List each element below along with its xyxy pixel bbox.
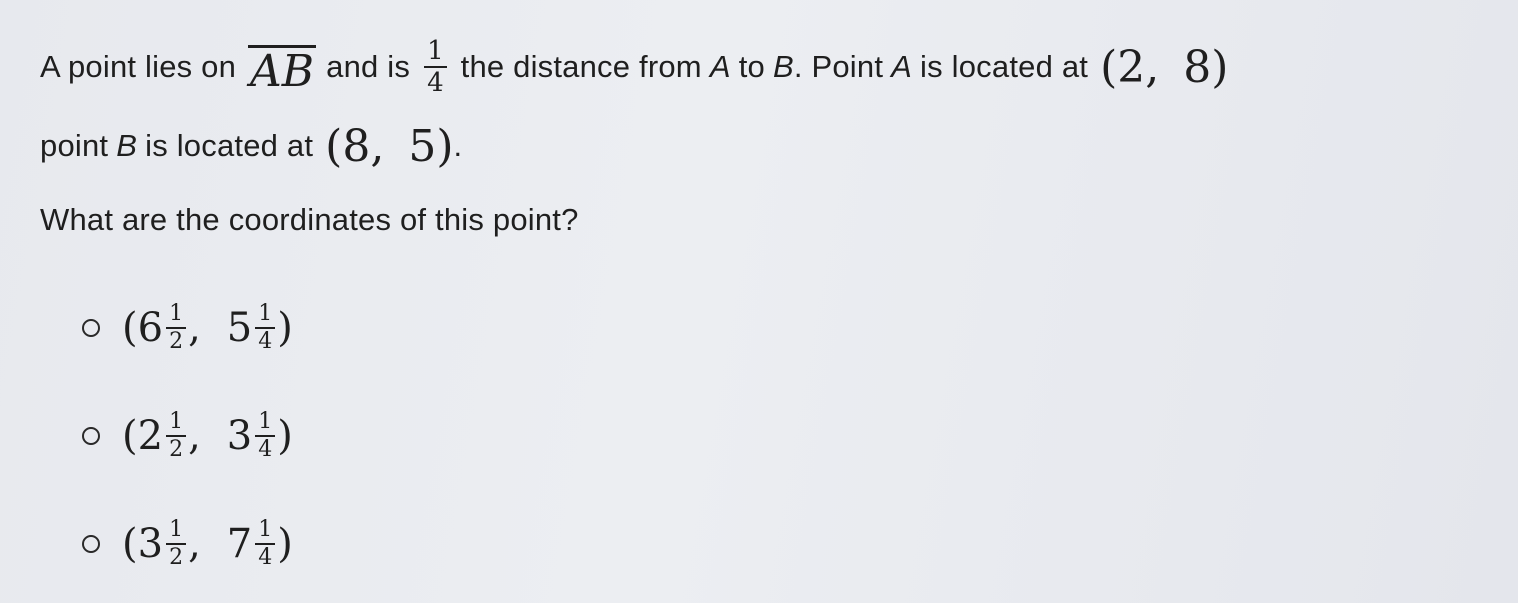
point-a-coordinates: (2, 8) — [1100, 41, 1229, 93]
question-text: point — [40, 128, 109, 163]
question-line-2: point B is located at (8, 5) . — [40, 120, 463, 172]
point-b-label: B — [772, 49, 794, 84]
question-text: to — [738, 49, 765, 84]
radio-button[interactable] — [82, 535, 100, 553]
option-fraction: $\frac{1}{2}$ — [166, 411, 186, 461]
prompt-text: What are the coordinates of this point? — [40, 202, 579, 237]
option-fraction: $\frac{1}{4}$ — [255, 519, 275, 569]
option-coordinates: ( 2 $\frac{1}{2}$ , 3 $\frac{1}{4}$ ) — [122, 409, 293, 462]
question-text: is located at — [145, 128, 314, 163]
radio-button[interactable] — [82, 427, 100, 445]
answer-option-1[interactable] — [80, 292, 293, 364]
option-fraction: $\frac{1}{4}$ — [255, 411, 275, 461]
option-coordinates: ( 6 $\frac{1}{2}$ , 5 $\frac{1}{4}$ ) — [122, 301, 293, 354]
point-a-label: A — [709, 49, 731, 84]
question-text: is located at — [920, 49, 1089, 84]
point-a-label: A — [891, 49, 913, 84]
option-fraction: $\frac{1}{2}$ — [166, 303, 186, 353]
question-prompt — [40, 198, 579, 242]
question-text: . Point — [793, 49, 884, 84]
segment-ab: AB — [250, 45, 315, 97]
option-coordinates: ( 3 $\frac{1}{2}$ , 7 $\frac{1}{4}$ ) — [122, 517, 293, 570]
option-fraction: $\frac{1}{4}$ — [255, 303, 275, 353]
radio-button[interactable] — [82, 319, 100, 337]
question-text: and is — [326, 49, 411, 84]
point-b-coordinates: (8, 5) — [325, 120, 454, 172]
question-text: the distance from — [460, 49, 702, 84]
point-b-label: B — [116, 128, 138, 163]
answer-option-2[interactable] — [80, 400, 293, 472]
option-fraction: $\frac{1}{2}$ — [166, 519, 186, 569]
question-text: A point lies on — [40, 49, 237, 84]
question-line-1 — [40, 22, 1228, 112]
answer-option-3[interactable] — [80, 508, 293, 580]
fraction-one-quarter: $\frac{1}{4}$ — [424, 38, 447, 96]
